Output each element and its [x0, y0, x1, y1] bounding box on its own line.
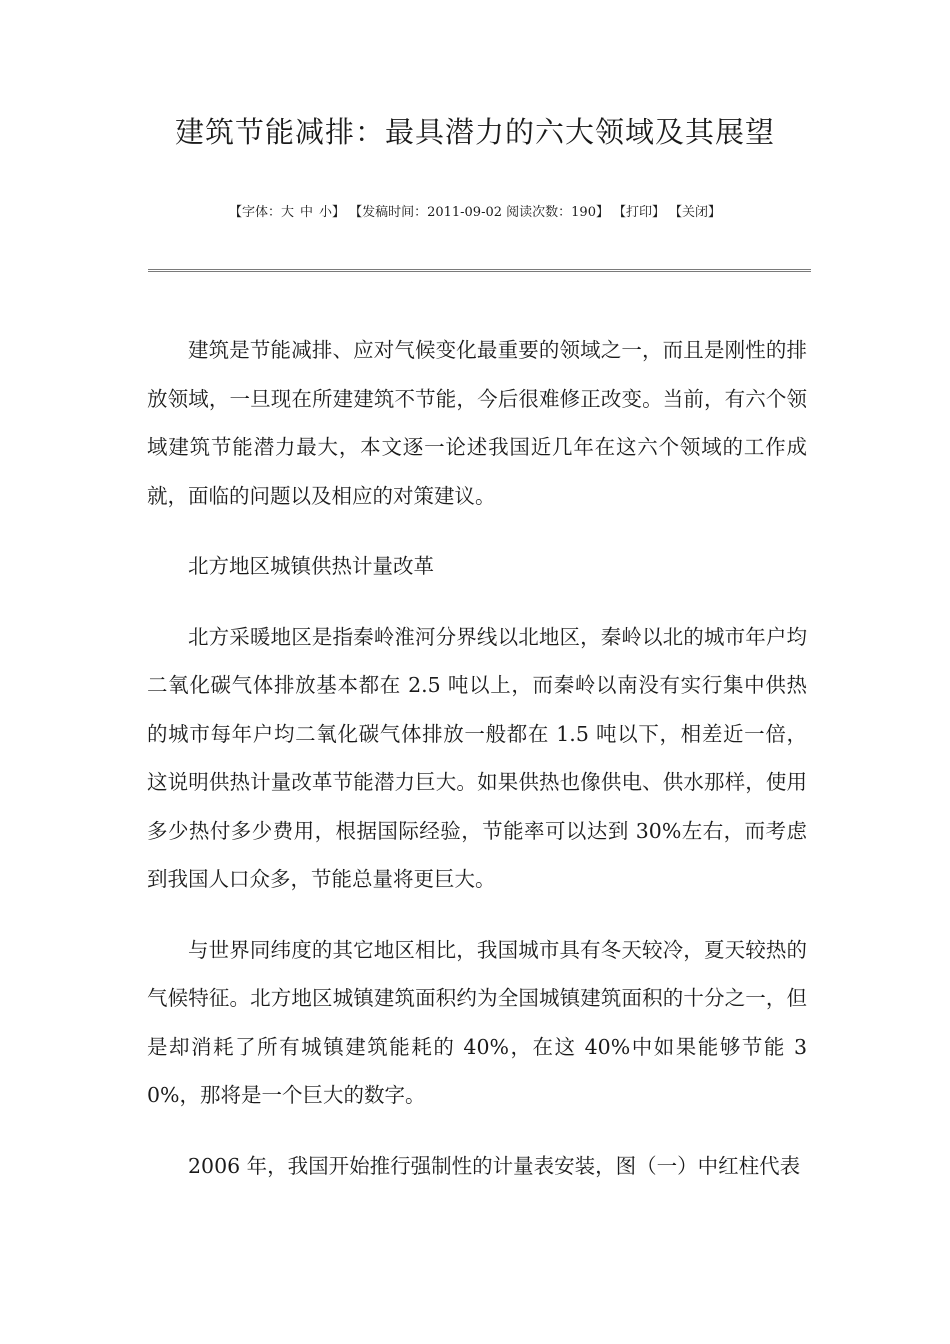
article-meta-bar: [0, 203, 950, 223]
paragraph-intro: 建筑是节能减排、应对气候变化最重要的领域之一，而且是刚性的排放领域，一旦现在所建建筑不节能，今后很难修正改变。当前，有六个领域建筑节能潜力最大，本文逐一论述我国近几年在这六个领域的工作成就，面临的问题以及相应的对策建议。: [147, 338, 807, 508]
font-size-small-link[interactable]: 小: [319, 205, 333, 220]
paragraph-2006: 2006 年，我国开始推行强制性的计量表安装，图（一）中红柱代表: [188, 1153, 801, 1178]
font-size-medium-link[interactable]: 中: [300, 205, 314, 220]
section-heading: 北方地区城镇供热计量改革: [188, 554, 434, 578]
print-link[interactable]: 【打印】: [612, 205, 665, 220]
paragraph-north-heating: 北方采暖地区是指秦岭淮河分界线以北地区，秦岭以北的城市年户均二氧化碳气体排放基本都在 2.5 吨以上，而秦岭以南没有实行集中供热的城市每年户均二氧化碳气体排放一般都在 1.5 吨以下，相差近一倍，这说明供热计量改革节能潜力巨大。如果供热也像供电、供水那样，使用多少热付多少费用，根据国际经验，节能率可以达到 30%左右，而考虑到我国人口众多，节能总量将更巨大。: [147, 624, 807, 891]
font-size-label-close: 】: [332, 205, 346, 220]
paragraph-climate: 与世界同纬度的其它地区相比，我国城市具有冬天较冷，夏天较热的气候特征。北方地区城镇建筑面积约为全国城镇建筑面积的十分之一，但是却消耗了所有城镇建筑能耗的 40%，在这 40%中如果能够节能 30%，那将是一个巨大的数字。: [147, 937, 807, 1107]
article-body: [147, 326, 807, 1212]
article-title: 建筑节能减排：最具潜力的六大领域及其展望: [174, 115, 775, 149]
font-size-large-link[interactable]: 大: [281, 205, 295, 220]
header-divider: [148, 269, 811, 272]
font-size-label: 【字体：: [228, 205, 281, 220]
publish-info: 【发稿时间：2011-09-02 阅读次数：190】: [349, 205, 609, 220]
close-link[interactable]: 【关闭】: [668, 205, 721, 220]
